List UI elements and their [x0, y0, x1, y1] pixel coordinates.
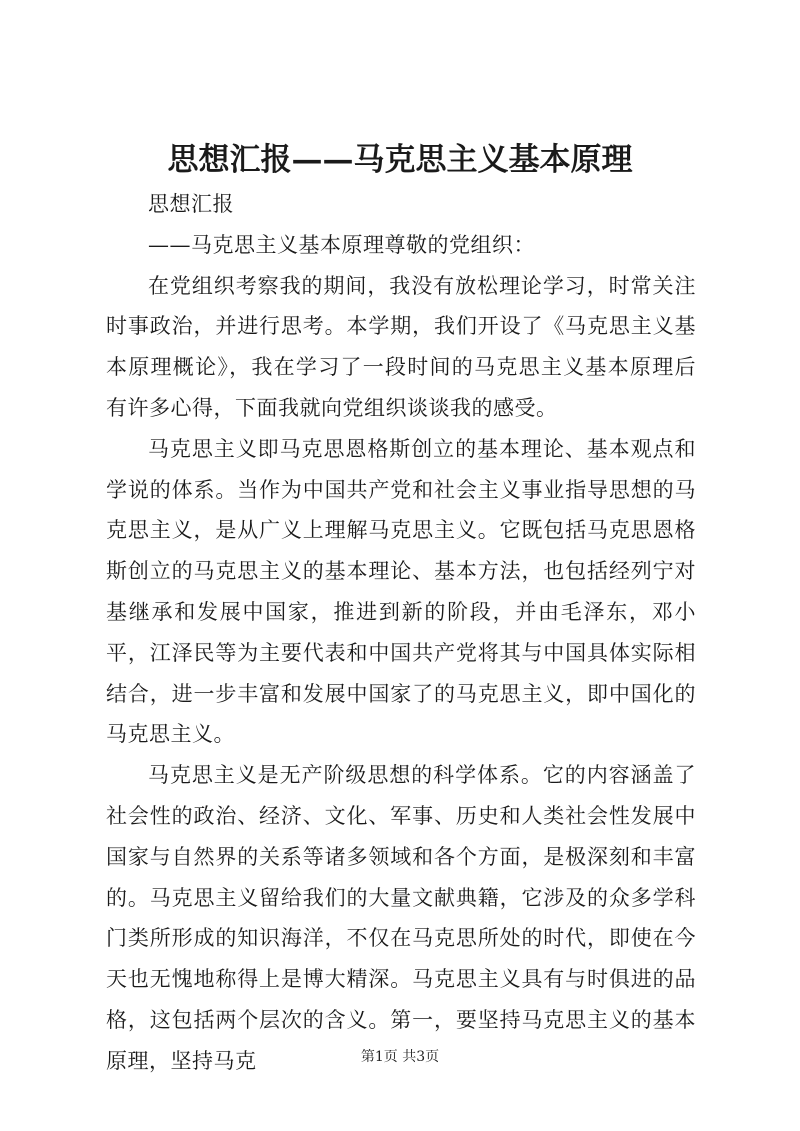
paragraph-system: 马克思主义是无产阶级思想的科学体系。它的内容涵盖了社会性的政治、经济、文化、军事、历史和人类社会性发展中国家与自然界的关系等诸多领域和各个方面，是极深刻和丰富的。马克思主义留给我们的大量文献典籍，它涉及的众多学科门类所形成的知识海洋，不仅在马克思所处的时代，即使在今天也无愧地称得上是博大精深。马克思主义具有与时俱进的品格，这包括两个层次的含义。第一，要坚持马克思主义的基本原理，坚持马克 — [106, 763, 696, 1073]
paragraph-heading: 思想汇报 — [148, 192, 234, 216]
document-title: 思想汇报——马克思主义基本原理 — [167, 142, 633, 178]
paragraph-salutation: ——马克思主义基本原理尊敬的党组织： — [148, 232, 535, 257]
paragraph-intro: 在党组织考察我的期间，我没有放松理论学习，时常关注时事政治，并进行思考。本学期，我们开设了《马克思主义基本原理概论》，我在学习了一段时间的马克思主义基本原理后有许多心得，下面我就向党组织谈谈我的感受。 — [106, 273, 696, 420]
paragraph-definition: 马克思主义即马克思恩格斯创立的基本理论、基本观点和学说的体系。当作为中国共产党和社会主义事业指导思想的马克思主义，是从广义上理解马克思主义。它既包括马克思恩格斯创立的马克思主义的基本理论、基本方法，也包括经列宁对基继承和发展中国家，推进到新的阶段，并由毛泽东，邓小平，江泽民等为主要代表和中国共产党将其与中国具体实际相结合，进一步丰富和发展中国家了的马克思主义，即中国化的马克思主义。 — [106, 436, 696, 747]
page-footer: 第1页 共3页 — [360, 1049, 440, 1065]
document-body — [106, 184, 696, 1082]
